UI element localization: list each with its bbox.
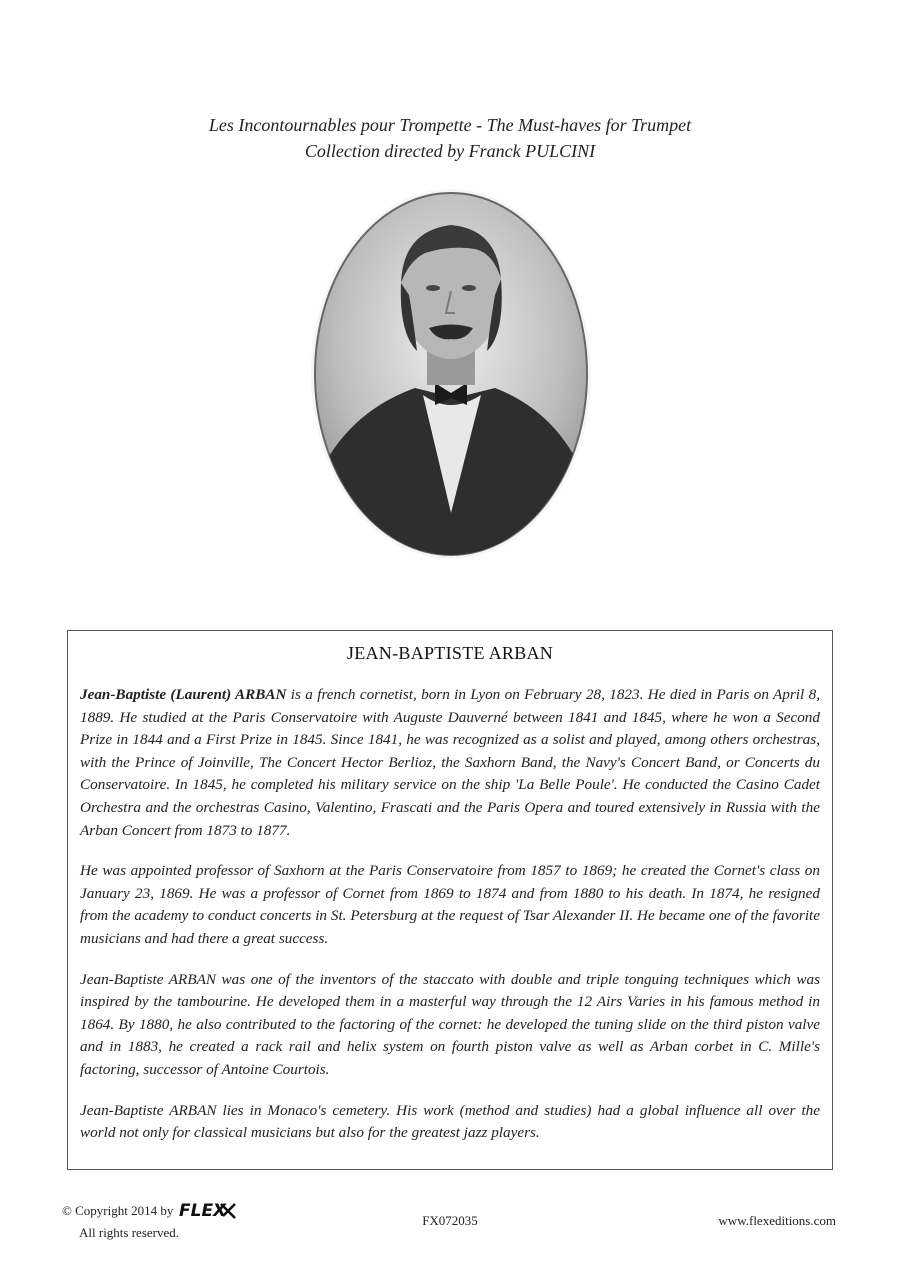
catalog-code: FX072035: [422, 1213, 478, 1228]
biography-subject-name: Jean-Baptiste (Laurent) ARBAN: [80, 686, 287, 703]
biography-title: JEAN-BAPTISTE ARBAN: [346, 643, 554, 663]
flex-logo-text: FLEX: [178, 1201, 226, 1220]
portrait-photo: [305, 183, 597, 566]
biography-paragraph-2: He was appointed professor of Saxhorn at the Paris Conservatoire from 1857 to 1869; he created the Cornet's class on January 23, 1869. He was a professor of Cornet from 1869 to 1874 and from 1880 to his death. In 1874, he resigned from the academy to conduct concerts in St. Petersburg at the request of Tsar Alexander II. He became one of the favorite musicians and had there a great success.: [80, 862, 820, 947]
portrait-icon: [305, 183, 597, 566]
collection-title: Les Incontournables pour Trompette - The Must-haves for Trumpet: [208, 115, 692, 135]
page-header: [0, 112, 900, 164]
biography-paragraph-4: Jean-Baptiste ARBAN lies in Monaco's cemetery. His work (method and studies) had a global influence all over the world not only for classical musicians but also for the greatest jazz players.: [80, 1101, 820, 1142]
collection-director: Collection directed by Franck PULCINI: [304, 141, 596, 161]
copyright-text: © Copyright 2014 by: [62, 1202, 174, 1218]
website-link[interactable]: www.flexeditions.com: [718, 1213, 836, 1228]
biography-paragraph-1: [80, 684, 820, 842]
biography-paragraph-1-text: is a french cornetist, born in Lyon on February 28, 1823. He died in Paris on April 8, 1889. He studied at the Paris Conservatoire with Auguste Dauverné between 1841 and 1845, where he won a Second Prize in 1844 and a First Prize in 1845. Since 1841, he was recognized as a solist and played, among others orchestras, with the Prince of Joinville, The Concert Hector Berlioz, the Saxhorn Band, the Navy's Concert Band, or Concerts du Conservatoire. In 1845, he completed his military service on the ship 'La Belle Poule'. He conducted the Casino Cadet Orchestra and the orchestras Casino, Valentino, Frascati and the Paris Opera and toured extensively in Russia with the Arban Concert from 1873 to 1877.: [80, 686, 820, 839]
biography-paragraph-3: Jean-Baptiste ARBAN was one of the inventors of the staccato with double and triple tonguing techniques which was inspired by the tambourine. He developed them in a masterful way through the 12 Airs Varies in his famous method in 1864. By 1880, he also contributed to the factoring of the cornet: he developed the tuning slide on the third piston valve and in 1883, he created a rack rail and helix system on fourth piston valve as well as Arban corbet in C. Mille's factoring, successor of Antoine Courtois.: [80, 970, 820, 1078]
biography-box: [67, 630, 833, 1170]
rights-reserved: All rights reserved.: [79, 1225, 180, 1240]
